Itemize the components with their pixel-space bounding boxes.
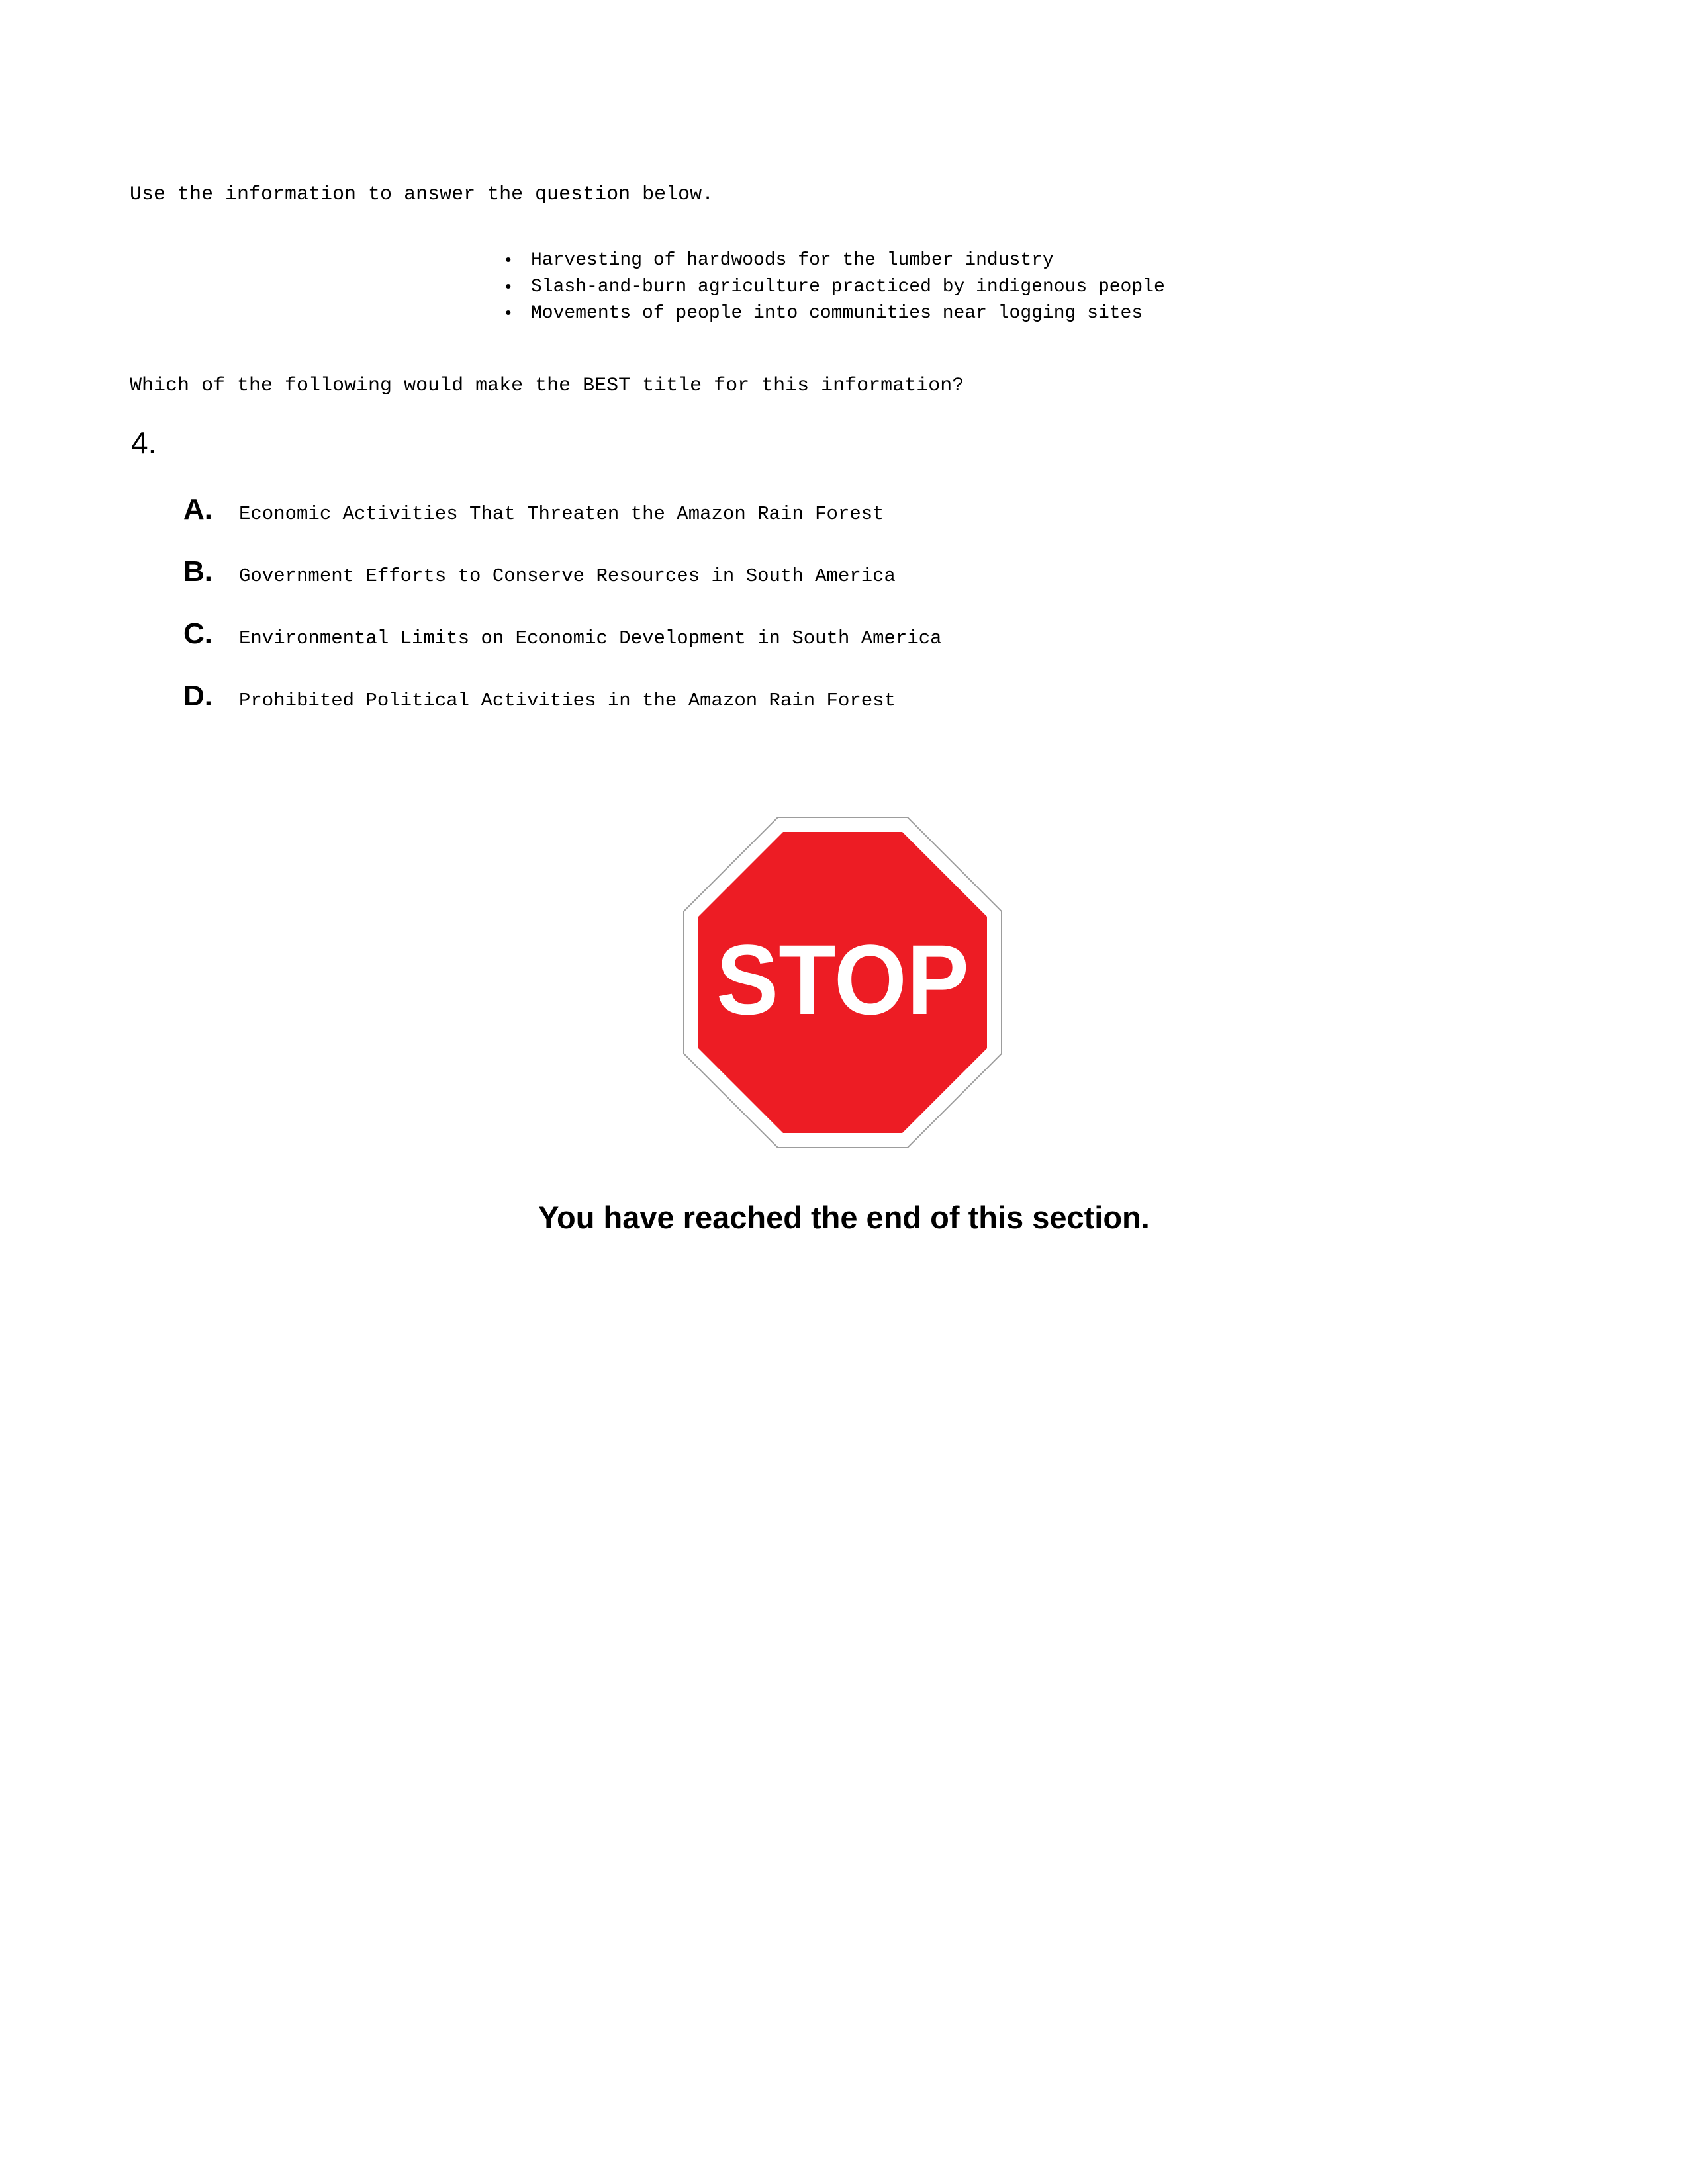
end-of-section-message: You have reached the end of this section. [538, 1200, 1150, 1235]
answer-option-d [183, 680, 896, 713]
list-item [503, 274, 1165, 300]
question-prompt: Which of the following would make the BEST title for this information? [130, 375, 964, 397]
bullet-icon: • [503, 304, 514, 324]
bullet-text: Harvesting of hardwoods for the lumber industry [531, 250, 1054, 271]
option-text: Environmental Limits on Economic Development in South America [239, 627, 942, 649]
bullet-icon: • [503, 251, 514, 271]
bullet-icon: • [503, 277, 514, 297]
list-item [503, 300, 1165, 327]
answer-option-b [183, 555, 896, 588]
answer-option-c [183, 617, 942, 651]
option-letter: A. [183, 493, 212, 525]
option-text: Economic Activities That Threaten the Amazon Rain Forest [239, 503, 884, 525]
instruction-text: Use the information to answer the question below. [130, 183, 714, 206]
option-letter: C. [183, 617, 212, 650]
info-bullet-list [503, 248, 1165, 327]
option-text: Prohibited Political Activities in the Amazon Rain Forest [239, 690, 896, 711]
option-text: Government Efforts to Conserve Resources in South America [239, 565, 896, 587]
question-number: 4. [131, 426, 157, 460]
option-letter: D. [183, 680, 212, 712]
option-letter: B. [183, 555, 212, 588]
list-item [503, 248, 1165, 274]
stop-sign-label: STOP [716, 924, 969, 1035]
answer-option-a [183, 493, 884, 526]
bullet-text: Slash-and-burn agriculture practiced by indigenous people [531, 277, 1165, 297]
bullet-text: Movements of people into communities near logging sites [531, 303, 1143, 324]
stop-sign-icon [682, 815, 1004, 1150]
